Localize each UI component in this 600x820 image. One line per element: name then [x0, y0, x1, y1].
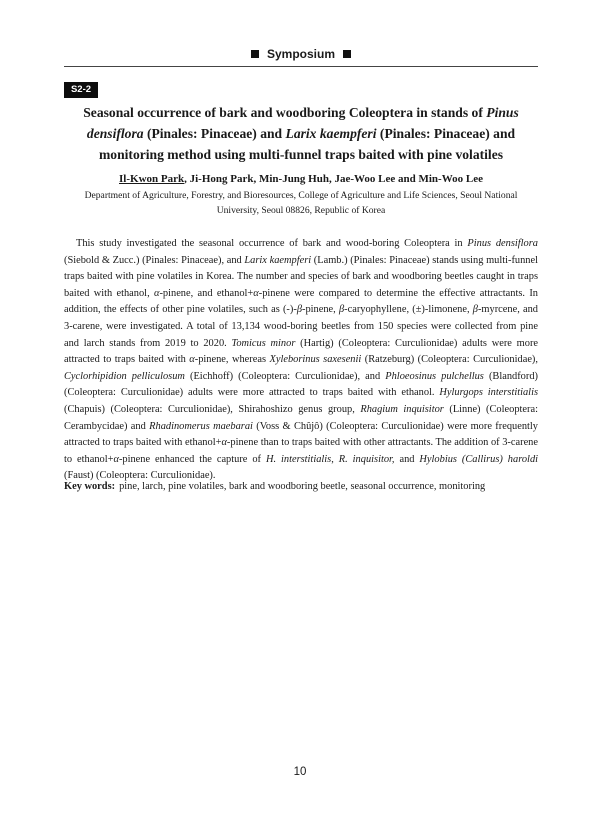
- keywords-text: pine, larch, pine volatiles, bark and woodboring beetle, seasonal occurrence, monitoring: [119, 481, 486, 492]
- title-species: Pinus densiflora: [86, 105, 519, 141]
- session-badge: S2-2: [64, 82, 98, 98]
- paper-title: [64, 102, 538, 165]
- page-number: 10: [293, 766, 307, 778]
- title-text: (Pinales: Pinaceae) and: [143, 126, 286, 141]
- section-title: Symposium: [266, 47, 335, 61]
- presenting-author: Il-Kwon Park: [119, 173, 185, 185]
- title-text: (Pinales: Pinaceae) and monitoring method using multi-funnel traps baited with pine volatiles: [98, 126, 516, 162]
- author-list: [64, 172, 538, 186]
- section-header: [64, 44, 538, 64]
- keywords-label: Key words:: [64, 481, 116, 492]
- co-authors: , Ji-Hong Park, Min-Jung Huh, Jae-Woo Lee and Min-Woo Lee: [184, 173, 483, 185]
- header-divider: [64, 66, 538, 67]
- square-bullet-icon: [251, 50, 259, 58]
- keywords: [64, 479, 538, 495]
- abstract: [64, 236, 538, 485]
- abstract-paragraph: This study investigated the seasonal occurrence of bark and wood-boring Coleoptera in Pinus densiflora (Siebold & Zucc.) (Pinales: Pinaceae), and Larix kaempferi (Lamb.) (Pinales: Pinaceae) stands using multi-funnel traps baited with pine volatiles in Korea. The number and species of bark and woodboring beetles caught in traps baited with ethanol, α-pinene, and ethanol+α-pinene were compared to determine the effective attractants. In addition, the effects of other pine volatiles, such as (-)-β-pinene, β-caryophyllene, (±)-limonene, β-myrcene, and 3-carene, were investigated. A total of 13,134 wood-boring beetles from 150 species were collected from pine and larch stands from 2019 to 2020. Tomicus minor (Hartig) (Coleoptera: Curculionidae) adults were more attracted to traps baited with α-pinene, whereas Xyleborinus saxesenii (Ratzeburg) (Coleoptera: Curculionidae), Cyclorhipidion pelliculosum (Eichhoff) (Coleoptera: Curculionidae), and Phloeosinus pulchellus (Blandford) (Coleoptera: Curculionidae) adults were more attracted to traps baited with ethanol. Hylurgops interstitialis (Chapuis) (Coleoptera: Curculionidae), Shirahoshizo genus group, Rhagium inquisitor (Linne) (Coleoptera: Cerambycidae) and Rhadinomerus maebarai (Voss & Chûjô) (Coleoptera: Curculionidae) were more frequently attracted to traps baited with ethanol+α-pinene than to traps baited with other attractants. The addition of 3-carene to ethanol+α-pinene enhanced the capture of H. interstitialis, R. inquisitor, and Hylobius (Callirus) haroldi (Faust) (Coleoptera: Curculionidae).: [64, 238, 539, 482]
- square-bullet-icon: [343, 50, 351, 58]
- title-text: Seasonal occurrence of bark and woodboring Coleoptera in stands of: [83, 105, 487, 120]
- affiliation: Department of Agriculture, Forestry, and Bioresources, College of Agriculture and Life Sciences, Seoul National University, Seoul 08826, Republic of Korea: [84, 190, 518, 216]
- title-species: Larix kaempferi: [285, 126, 377, 141]
